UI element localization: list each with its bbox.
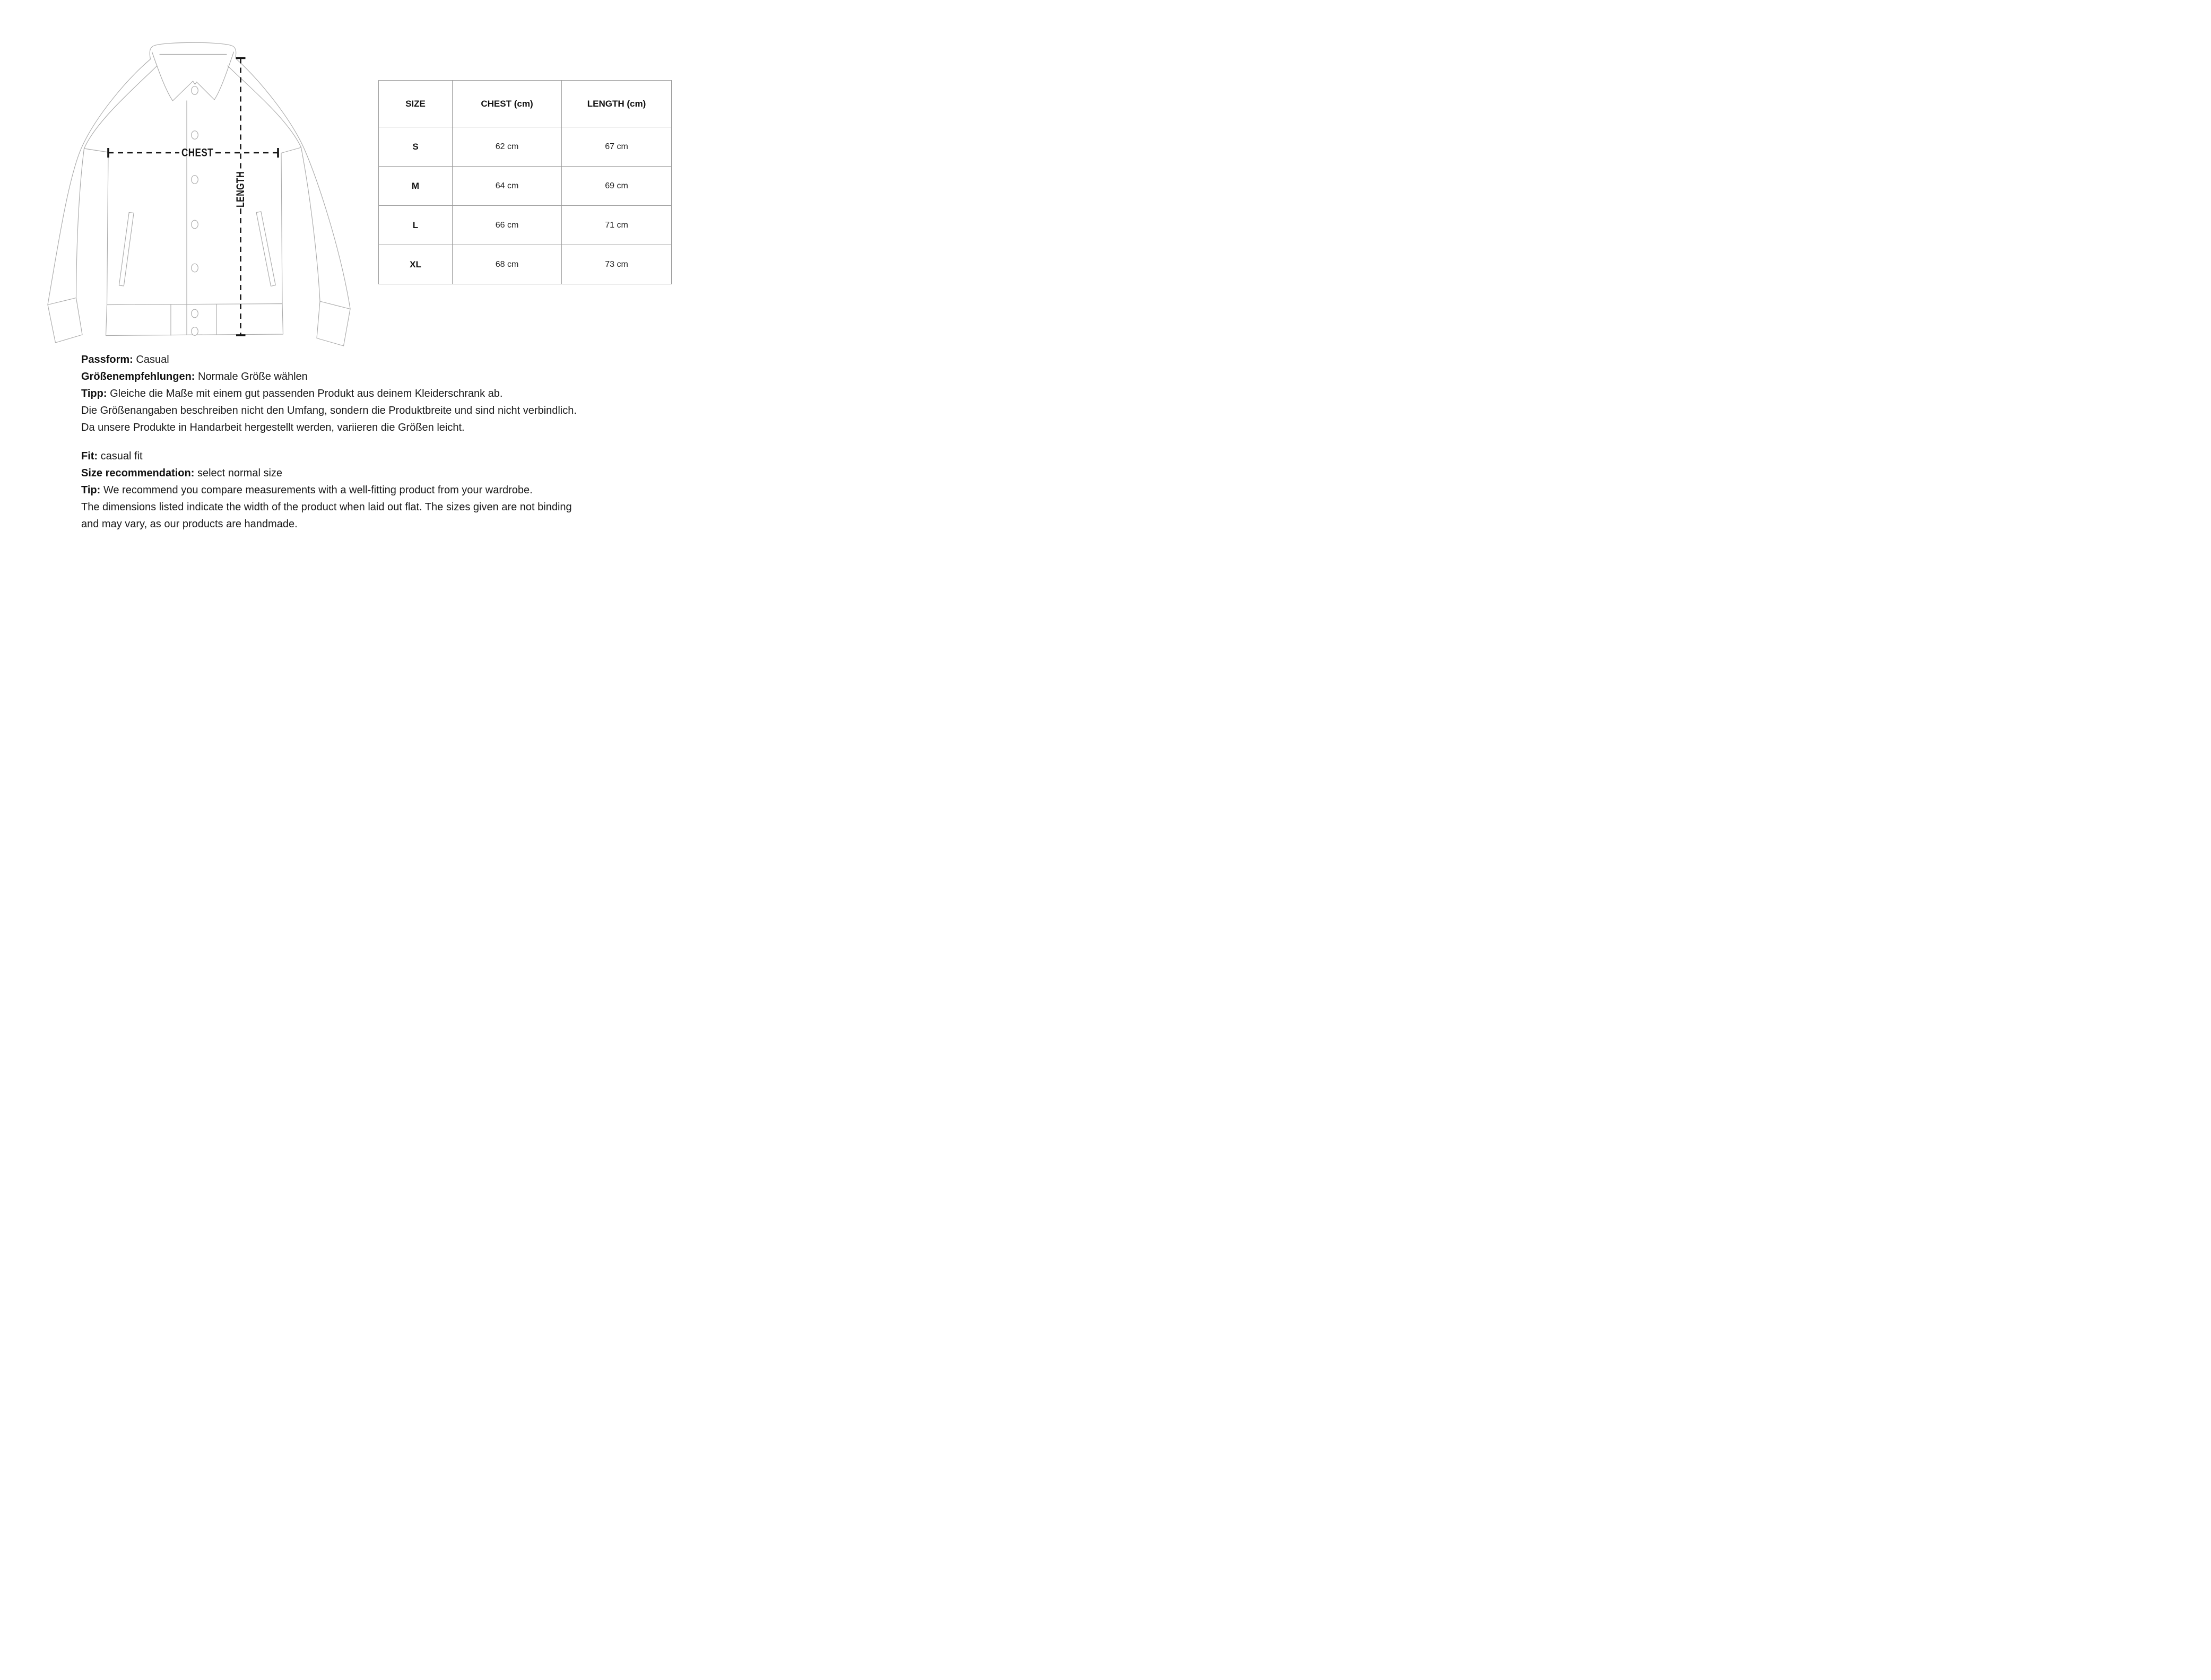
size-value: M (379, 167, 453, 206)
length-value: 67 cm (562, 127, 672, 167)
table-row (379, 245, 672, 284)
length-column-header: LENGTH (cm) (562, 81, 672, 127)
collar-outline (150, 42, 236, 59)
size-value: L (379, 206, 453, 245)
hinweis-line-1: Die Größenangaben beschreiben nicht den Umfang, sondern die Produktbreite und sind nicht verbindlich. (81, 405, 577, 416)
fit-line (81, 448, 707, 465)
table-row (379, 206, 672, 245)
size-column-header: SIZE (379, 81, 453, 127)
buttons (192, 86, 198, 336)
fit-label: Fit: (81, 450, 98, 462)
fit-info-german (81, 351, 707, 436)
length-value: 71 cm (562, 206, 672, 245)
length-value: 73 cm (562, 245, 672, 284)
length-value: 69 cm (562, 167, 672, 206)
fit-info (81, 351, 707, 544)
chest-value: 62 cm (453, 127, 562, 167)
size-table (378, 80, 672, 284)
note-line-2: and may vary, as our products are handmade. (81, 518, 298, 530)
jacket-diagram (27, 21, 371, 350)
groessenempfehlung-line (81, 368, 707, 385)
table-row (379, 167, 672, 206)
hinweis-line-2: Da unsere Produkte in Handarbeit hergestellt werden, variieren die Größen leicht. (81, 422, 465, 433)
size-recommendation-value: select normal size (197, 467, 283, 479)
tipp-line (81, 385, 707, 402)
tip-label: Tip: (81, 484, 101, 496)
right-cuff (317, 301, 350, 346)
tipp-label: Tipp: (81, 388, 107, 399)
size-recommendation-label: Size recommendation: (81, 467, 195, 479)
measurement-lines (108, 58, 278, 336)
collar-right-leaf (197, 52, 234, 100)
jacket-outline (48, 42, 350, 346)
groessenempfehlung-value: Normale Größe wählen (198, 371, 308, 382)
tip-line (81, 482, 707, 499)
fit-value: casual fit (100, 450, 143, 462)
left-pocket-welt (119, 212, 134, 286)
chest-value: 68 cm (453, 245, 562, 284)
passform-line (81, 351, 707, 368)
fit-info-english (81, 448, 707, 533)
chest-value: 66 cm (453, 206, 562, 245)
groessenempfehlung-label: Größenempfehlungen: (81, 371, 195, 382)
passform-label: Passform: (81, 354, 133, 365)
tipp-value: Gleiche die Maße mit einem gut passenden Produkt aus deinem Kleiderschrank ab. (110, 388, 503, 399)
chest-value: 64 cm (453, 167, 562, 206)
size-recommendation-line (81, 465, 707, 482)
collar-left-leaf (152, 52, 193, 101)
size-value: S (379, 127, 453, 167)
size-table-header-row (379, 81, 672, 127)
right-pocket-welt (256, 212, 275, 286)
size-guide-page (0, 0, 737, 560)
note-line-1: The dimensions listed indicate the width of the product when laid out flat. The sizes given are not binding (81, 501, 572, 513)
size-value: XL (379, 245, 453, 284)
chest-column-header: CHEST (cm) (453, 81, 562, 127)
left-cuff (48, 298, 82, 343)
length-measure-label: LENGTH (235, 160, 247, 207)
table-row (379, 127, 672, 167)
chest-measure-label: CHEST (181, 146, 213, 159)
tip-value: We recommend you compare measurements with a well-fitting product from your wardrobe. (103, 484, 533, 496)
passform-value: Casual (136, 354, 169, 365)
